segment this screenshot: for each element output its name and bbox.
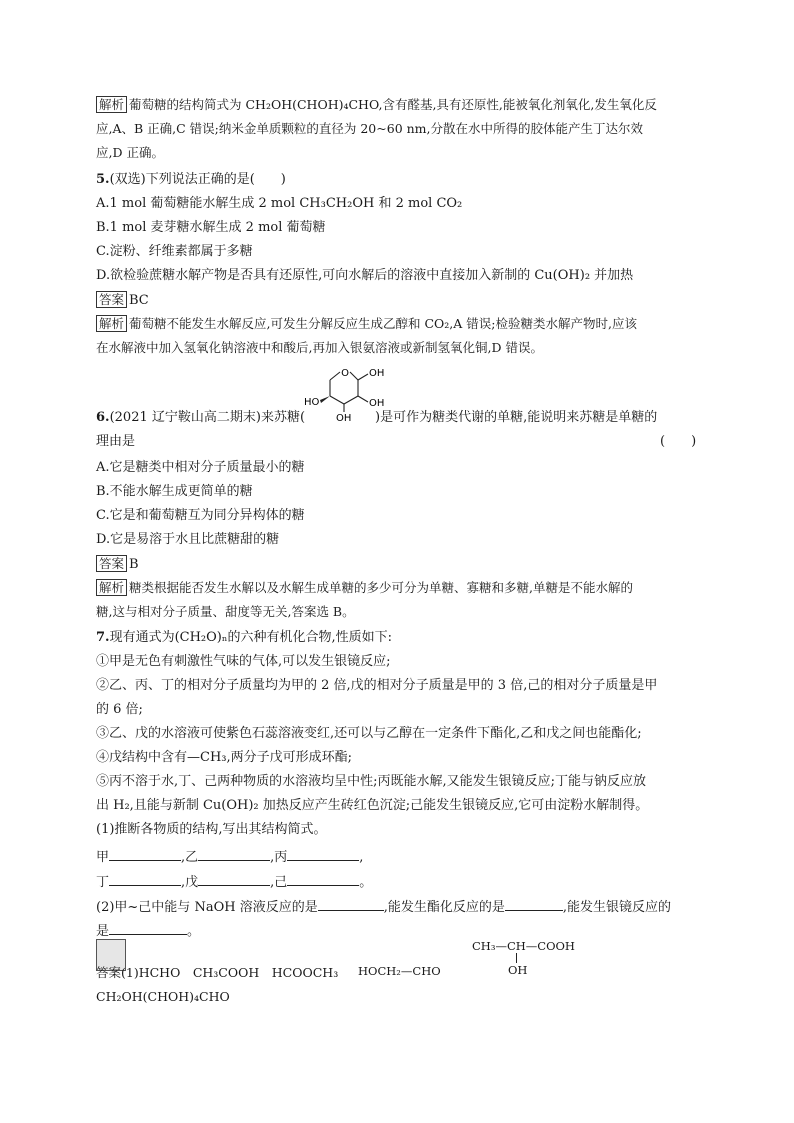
q6-answer: 答案 B	[96, 555, 139, 574]
q7-condition-3: ③乙、戊的水溶液可使紫色石蕊溶液变红,还可以与乙醇在一定条件下酯化,乙和戊之间也能酯化;	[96, 726, 642, 741]
answer-tag: 答案	[96, 965, 122, 980]
answer-blank-esterification[interactable]	[505, 897, 563, 911]
q7-part2-line2: 是 。	[96, 921, 200, 941]
answer-blank-wu[interactable]	[198, 872, 270, 886]
answer-ji-structure: CH₂OH(CHOH)₄CHO	[96, 989, 230, 1004]
answer-tag: 答案	[96, 555, 127, 572]
q7-condition-2a: ②乙、丙、丁的相对分子质量均为甲的 2 倍,戊的相对分子质量是甲的 3 倍,己的相对分子质量是甲	[96, 678, 658, 693]
answer-ding-structure: HOCH₂—CHO	[358, 964, 441, 978]
answer-blank-ji[interactable]	[287, 872, 359, 886]
q5-stem: 5.(双选)下列说法正确的是( )	[96, 172, 286, 187]
q6-option-c: C.它是和葡萄糖互为同分异构体的糖	[96, 508, 305, 523]
q6-answer-paren: ( )	[660, 434, 697, 449]
q4-analysis-line3: 应,D 正确。	[96, 145, 164, 160]
q6-option-b: B.不能水解生成更简单的糖	[96, 484, 253, 499]
q6-stem-line2: 理由是	[96, 434, 136, 449]
analysis-tag: 解析	[96, 315, 127, 332]
answer-tag: 答案	[96, 291, 127, 308]
q5-analysis-line2: 在水解液中加入氢氧化钠溶液中和酸后,再加入银氨溶液或新制氢氧化铜,D 错误。	[96, 340, 543, 355]
answer-wu-structure-oh: OH	[508, 963, 528, 977]
q5-option-b: B.1 mol 麦芽糖水解生成 2 mol 葡萄糖	[96, 220, 326, 235]
q7-part2: (2)甲~己中能与 NaOH 溶液反应的是 ,能发生酯化反应的是 ,能发生银镜反应的	[96, 897, 671, 917]
q7-condition-1: ①甲是无色有刺激性气味的气体,可以发生银镜反应;	[96, 654, 391, 669]
q5-option-d: D.欲检验蔗糖水解产物是否具有还原性,可向水解后的溶液中直接加入新制的 Cu(OH)₂ 并加热	[96, 268, 634, 283]
answer-blank-naoh[interactable]	[318, 897, 384, 911]
ho-label: HO	[304, 397, 320, 408]
oh-label: OH	[369, 398, 385, 409]
answer-wu-structure-top: CH₃—CH—COOH	[472, 939, 575, 953]
answer-blank-jia[interactable]	[109, 847, 181, 861]
q4-analysis-line2: 应,A、B 正确,C 错误;纳米金单质颗粒的直径为 20~60 nm,分散在水中所得的胶体能产生丁达尔效	[96, 121, 643, 136]
ring-oxygen: O	[341, 368, 349, 379]
q7-condition-2b: 的 6 倍;	[96, 702, 143, 717]
q5-option-c: C.淀粉、纤维素都属于多糖	[96, 244, 253, 259]
answer-blank-yi[interactable]	[198, 847, 270, 861]
q7-blanks-row1: 甲 ,乙 ,丙 ,	[96, 847, 363, 867]
answer-blank-ding[interactable]	[109, 872, 181, 886]
q5-answer: 答案 BC	[96, 291, 149, 310]
q6-analysis-line1: 解析 糖类根据能否发生水解以及水解生成单糖的多少可分为单糖、寡糖和多糖,单糖是不能水解的	[96, 579, 633, 597]
q6-option-d: D.它是易溶于水且比蔗糖甜的糖	[96, 532, 280, 547]
q6-option-a: A.它是糖类中相对分子质量最小的糖	[96, 460, 305, 475]
answer-blank-silver-mirror[interactable]	[109, 921, 187, 935]
answer-blank-bing[interactable]	[287, 847, 359, 861]
oh-label: OH	[336, 413, 352, 422]
analysis-tag: 解析	[96, 96, 127, 113]
oh-label: OH	[369, 368, 385, 379]
q5-analysis-line1: 解析 葡萄糖不能发生水解反应,可发生分解反应生成乙醇和 CO₂,A 错误;检验糖类水解产物时,应该	[96, 315, 637, 333]
q5-option-a: A.1 mol 葡萄糖能水解生成 2 mol CH₃CH₂OH 和 2 mol CO₂	[96, 196, 463, 211]
q7-condition-5a: ⑤丙不溶于水,丁、己两种物质的水溶液均呈中性;丙既能水解,又能发生银镜反应;丁能与钠反应放	[96, 774, 647, 789]
q6-analysis-line2: 糖,这与相对分子质量、甜度等无关,答案选 B。	[96, 604, 355, 619]
q4-analysis-line1: 解析 葡萄糖的结构简式为 CH₂OH(CHOH)₄CHO,含有醛基,具有还原性,能被氧化剂氧化,发生氧化反	[96, 96, 657, 114]
q7-stem: 7.现有通式为(CH₂O)ₙ的六种有机化合物,性质如下:	[96, 630, 393, 645]
analysis-tag: 解析	[96, 579, 127, 596]
q7-condition-5b: 出 H₂,且能与新制 Cu(OH)₂ 加热反应产生砖红色沉淀;己能发生银镜反应,它可由淀粉水解制得。	[96, 798, 649, 813]
q7-blanks-row2: 丁 ,戊 ,己 。	[96, 872, 372, 892]
q7-answer-line1: 答案(1)HCHO CH₃COOH HCOOCH₃	[96, 965, 339, 980]
q6-stem: 6.(2021 辽宁鞍山高二期末)来苏糖( )是可作为糖类代谢的单糖,能说明来苏糖是单糖的	[96, 410, 658, 425]
q7-condition-4: ④戊结构中含有—CH₃,两分子戊可形成环酯;	[96, 750, 353, 765]
q7-part1: (1)推断各物质的结构,写出其结构简式。	[96, 822, 327, 837]
